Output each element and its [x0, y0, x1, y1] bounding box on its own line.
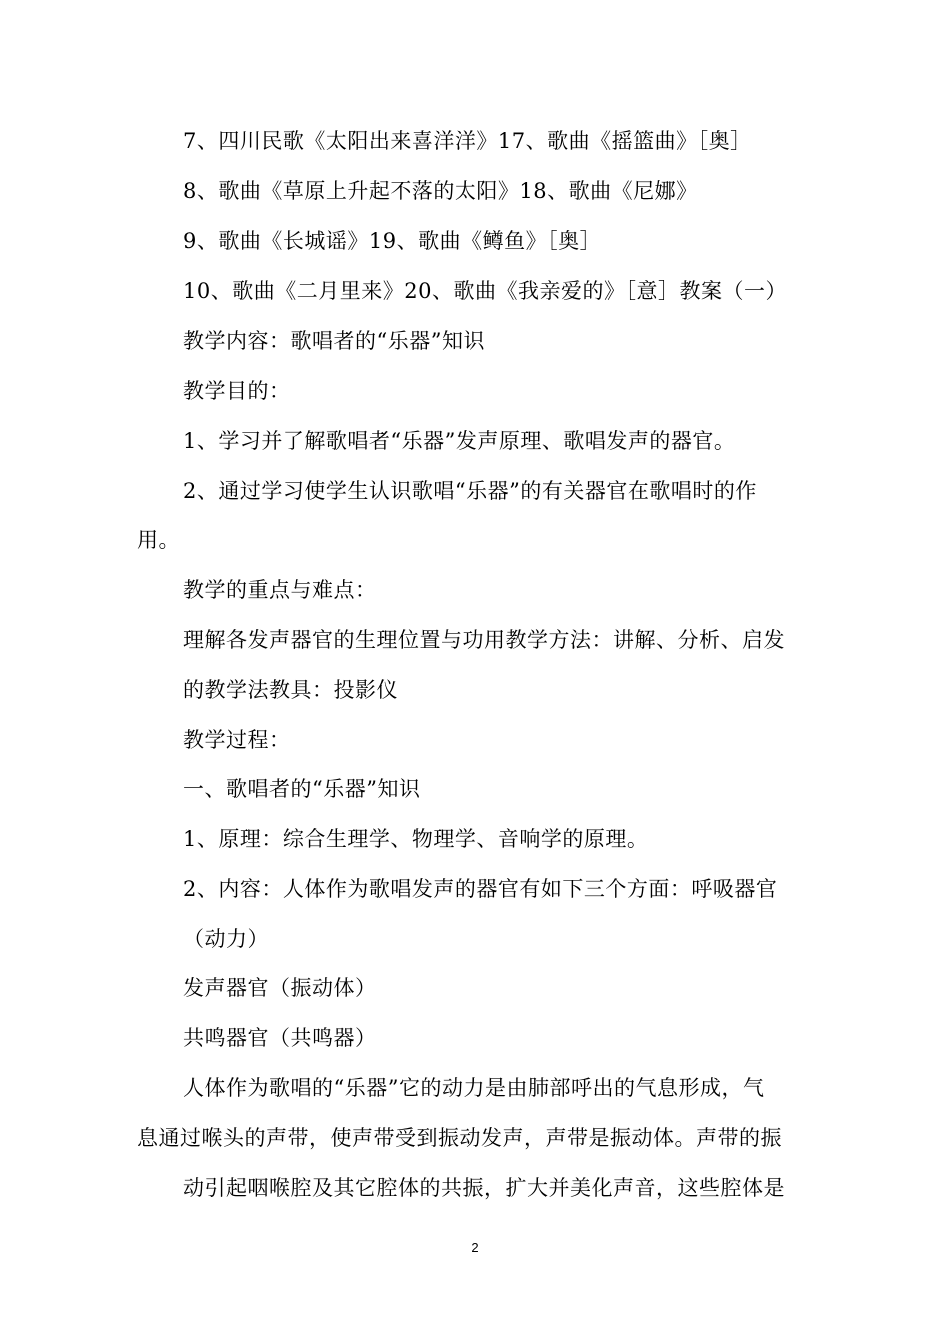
text-line: 共鸣器官（共鸣器）	[183, 1026, 377, 1050]
text-line: 教学的重点与难点：	[183, 578, 377, 602]
text-line: 一、歌唱者的“乐器”知识	[183, 777, 421, 801]
text-line: 教学目的：	[183, 379, 291, 403]
text-line: 2、内容：人体作为歌唱发声的器官有如下三个方面：呼吸器官	[183, 877, 778, 901]
text-line: 息通过喉头的声带，使声带受到振动发声，声带是振动体。声带的振	[137, 1126, 782, 1150]
text-line: （动力）	[183, 927, 269, 951]
text-line: 1、学习并了解歌唱者“乐器”发声原理、歌唱发声的器官。	[183, 429, 736, 453]
text-line: 发声器官（振动体）	[183, 976, 377, 1000]
text-line: 7、四川民歌《太阳出来喜洋洋》17、歌曲《摇篮曲》［奥］	[183, 129, 752, 153]
text-line: 9、歌曲《长城谣》19、歌曲《鳟鱼》［奥］	[183, 229, 602, 253]
text-line: 1、原理：综合生理学、物理学、音响学的原理。	[183, 827, 649, 851]
text-line: 8、歌曲《草原上升起不落的太阳》18、歌曲《尼娜》	[183, 179, 698, 203]
text-line: 理解各发声器官的生理位置与功用教学方法：讲解、分析、启发	[183, 628, 785, 652]
text-line: 人体作为歌唱的“乐器”它的动力是由肺部呼出的气息形成，气	[183, 1076, 765, 1100]
text-line: 2、通过学习使学生认识歌唱“乐器”的有关器官在歌唱时的作	[183, 479, 757, 503]
text-line: 的教学法教具：投影仪	[183, 678, 398, 702]
text-line: 教学过程：	[183, 728, 291, 752]
text-line: 动引起咽喉腔及其它腔体的共振，扩大并美化声音，这些腔体是	[183, 1176, 785, 1200]
page-number: 2	[471, 1240, 479, 1255]
text-line: 10、歌曲《二月里来》20、歌曲《我亲爱的》［意］教案（一）	[183, 279, 787, 303]
text-line: 用。	[137, 528, 180, 552]
text-line: 教学内容：歌唱者的“乐器”知识	[183, 329, 485, 353]
